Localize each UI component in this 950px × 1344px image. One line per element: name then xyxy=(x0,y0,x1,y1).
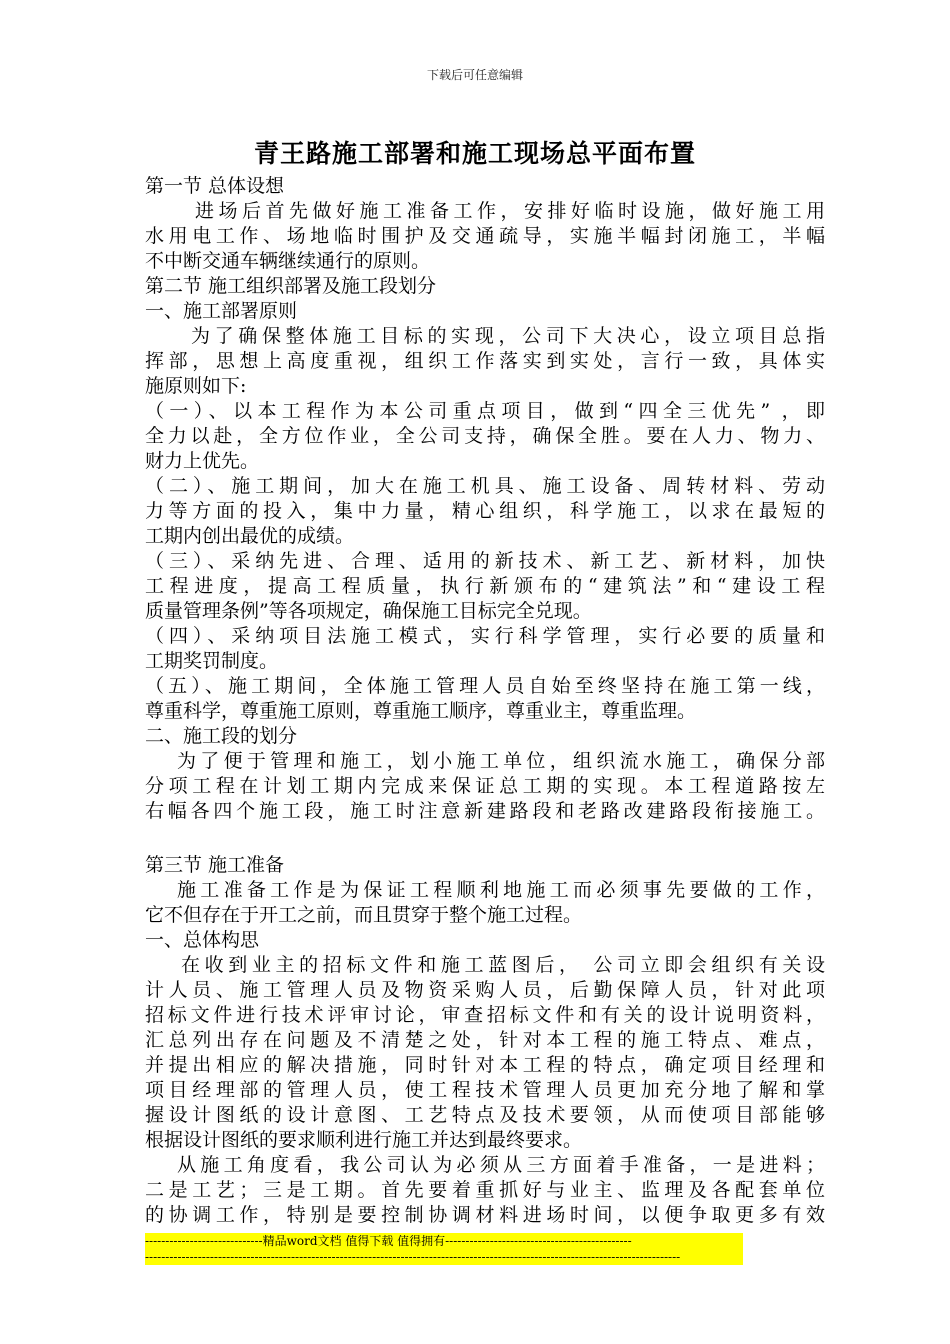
text-line: 进场后首先做好施工准备工作，安排好临时设施，做好施工用 xyxy=(195,200,825,222)
text-line: 的协调工作，特别是要控制协调材料进场时间，以便争取更多有效 xyxy=(145,1204,825,1226)
text-line: 工程进度，提高工程质量，执行新颁布的“建筑法”和“建设工程 xyxy=(145,575,825,597)
text-line: （二）、施工期间，加大在施工机具、施工设备、周转材料、劳动 xyxy=(145,475,825,497)
text-line: 施工准备工作是为保证工程顺利地施工而必须事先要做的工作， xyxy=(177,879,825,901)
text-line: 质量管理条例”等各项规定，确保施工目标完全兑现。 xyxy=(145,600,592,622)
footer-banner-rule: ------------------------------------------------------------------------------------------------------------------------------------ xyxy=(145,1249,743,1265)
text-line: 第一节 总体设想 xyxy=(145,175,285,197)
text-line: 工期奖罚制度。 xyxy=(145,650,279,672)
text-line: 并提出相应的解决措施，同时针对本工程的特点，确定项目经理和 xyxy=(145,1054,825,1076)
text-line: 第三节 施工准备 xyxy=(145,854,285,876)
text-line: （四）、采纳项目法施工模式，实行科学管理，实行必要的质量和 xyxy=(145,625,825,647)
text-line: 财力上优先。 xyxy=(145,450,260,472)
text-line: 一、施工部署原则 xyxy=(145,300,298,322)
text-line: 水用电工作、场地临时围护及交通疏导，实施半幅封闭施工，半幅 xyxy=(145,225,825,247)
text-line: 它不但存在于开工之前，而且贯穿于整个施工过程。 xyxy=(145,904,583,926)
text-line: 项目经理部的管理人员，使工程技术管理人员更加充分地了解和掌 xyxy=(145,1079,825,1101)
text-line: 不中断交通车辆继续通行的原则。 xyxy=(145,250,431,272)
text-line: 挥部，思想上高度重视，组织工作落实到实处，言行一致，具体实 xyxy=(145,350,825,372)
text-line: 招标文件进行技术评审讨论，审查招标文件和有关的设计说明资料， xyxy=(145,1004,825,1026)
header-note: 下载后可任意编辑 xyxy=(426,68,523,82)
text-line: 二是工艺；三是工期。首先要着重抓好与业主、监理及各配套单位 xyxy=(145,1179,825,1201)
text-line: 根据设计图纸的要求顺利进行施工并达到最终要求。 xyxy=(145,1129,583,1151)
text-line: 右幅各四个施工段，施工时注意新建路段和老路改建路段衔接施工。 xyxy=(145,800,825,822)
text-line: （三）、采纳先进、合理、适用的新技术、新工艺、新材料，加快 xyxy=(145,550,825,572)
text-line: 为了便于管理和施工，划小施工单位，组织流水施工，确保分部 xyxy=(177,750,825,772)
footer-banner-text: -----------------------------精品word文档 值得下载 值得拥有---------------------------------------------- xyxy=(145,1233,743,1249)
text-line: （一）、以本工程作为本公司重点项目，做到“四全三优先” ，即 xyxy=(145,400,825,422)
text-line: 施原则如下: xyxy=(145,375,247,397)
text-line: 力等方面的投入，集中力量，精心组织，科学施工，以求在最短的 xyxy=(145,500,825,522)
text-line: 汇总列出存在问题及不清楚之处，针对本工程的施工特点、难点， xyxy=(145,1029,825,1051)
document-body xyxy=(145,174,825,1228)
document-title: 青王路施工部署和施工现场总平面布置 xyxy=(253,139,696,168)
text-line: 尊重科学，尊重施工原则，尊重施工顺序，尊重业主，尊重监理。 xyxy=(145,700,697,722)
text-line: （五）、施工期间，全体施工管理人员自始至终坚持在施工第一线， xyxy=(145,675,825,697)
text-line: 在收到业主的招标文件和施工蓝图后， 公司立即会组织有关设 xyxy=(181,954,825,976)
text-line: 握设计图纸的设计意图、工艺特点及技术要领，从而使项目部能够 xyxy=(145,1104,825,1126)
text-line: 工期内创出最优的成绩。 xyxy=(145,525,355,547)
text-line: 计人员、施工管理人员及物资采购人员，后勤保障人员，针对此项 xyxy=(145,979,825,1001)
footer-banner xyxy=(145,1233,743,1265)
text-line: 分项工程在计划工期内完成来保证总工期的实现。本工程道路按左 xyxy=(145,775,825,797)
text-line: 为了确保整体施工目标的实现，公司下大决心，设立项目总指 xyxy=(191,325,825,347)
text-line: 第二节 施工组织部署及施工段划分 xyxy=(145,275,437,297)
text-line: 二、施工段的划分 xyxy=(145,725,298,747)
blank-line xyxy=(145,824,825,853)
text-line: 全力以赴，全方位作业，全公司支持，确保全胜。要在人力、物力、 xyxy=(145,425,825,447)
text-line: 从施工角度看，我公司认为必须从三方面着手准备，一是进料； xyxy=(177,1154,825,1176)
text-line: 一、总体构思 xyxy=(145,929,260,951)
